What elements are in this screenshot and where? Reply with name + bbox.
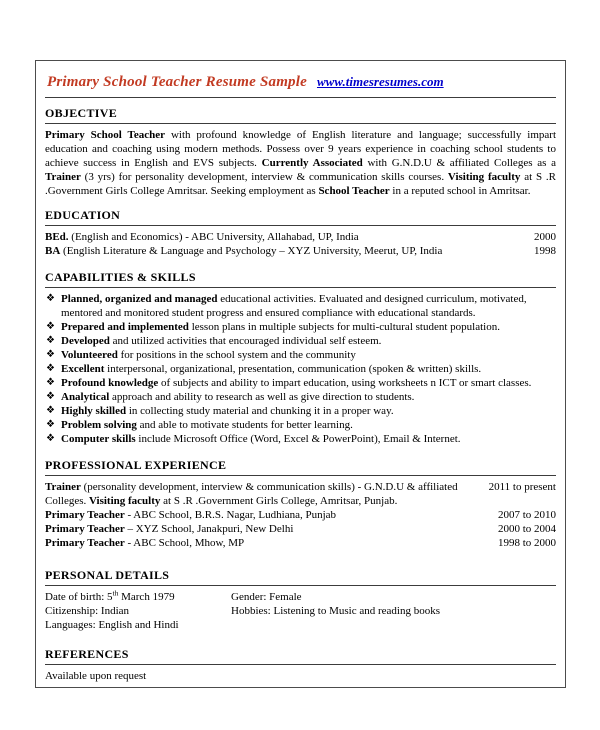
- personal-row: [45, 604, 556, 618]
- degree-year: 2000: [534, 231, 556, 243]
- experience-heading: PROFESSIONAL EXPERIENCE: [45, 458, 227, 472]
- objective-text: Primary School Teacher with profound knowledge of English literature and language; successfully impart education and coaching using modern methods. Possess over 9 years experience in coaching school students to achieve success in English and EVS subjects. Currently Associated with G.N.D.U & affiliated Colleges as a Trainer (3 yrs) for personality development, interview & communication skills courses. Visiting faculty at S .R .Government Girls College Amritsar. Seeking employment as School Teacher in a reputed school in Amritsar.: [45, 129, 557, 197]
- experience-row: [45, 522, 556, 536]
- skill-item: [45, 432, 556, 446]
- skill-text: Volunteered for positions in the school system and the community: [61, 349, 356, 361]
- section-personal-details: [45, 568, 556, 632]
- experience-row: [45, 508, 556, 522]
- job-text: Trainer (personality development, interview & communication skills) - G.N.D.U & affiliated Colleges. Visiting faculty at S .R .Government Girls College, Amritsar, Punjab.: [45, 481, 458, 507]
- section-objective: [45, 106, 556, 198]
- date-of-birth: Date of birth: 5th March 1979: [45, 588, 175, 603]
- section-divider: [45, 225, 556, 226]
- section-experience: [45, 458, 556, 550]
- skill-item: [45, 404, 556, 418]
- skill-item: [45, 376, 556, 390]
- skill-item: [45, 390, 556, 404]
- section-education: [45, 208, 556, 258]
- personal-details-heading: PERSONAL DETAILS: [45, 568, 170, 582]
- personal-row: [45, 618, 556, 632]
- skill-item: [45, 362, 556, 376]
- section-divider: [45, 287, 556, 288]
- languages: Languages: English and Hindi: [45, 619, 179, 631]
- job-dates: 2007 to 2010: [497, 509, 556, 521]
- personal-blank-cell: [231, 618, 556, 632]
- personal-row: [45, 590, 556, 604]
- skills-heading: CAPABILITIES & SKILLS: [45, 270, 196, 284]
- citizenship: Citizenship: Indian: [45, 605, 130, 617]
- education-row: [45, 230, 556, 244]
- objective-heading: OBJECTIVE: [45, 106, 118, 120]
- job-dates: 2011 to present: [488, 481, 556, 493]
- diamond-bullet-icon: ❖: [46, 335, 55, 346]
- skill-text: Analytical approach and ability to research as well as give direction to students.: [61, 391, 415, 403]
- references-heading: REFERENCES: [45, 647, 129, 661]
- experience-row: [45, 480, 556, 508]
- job-text: Primary Teacher - ABC School, B.R.S. Nagar, Ludhiana, Punjab: [45, 509, 337, 521]
- gender: Gender: Female: [231, 591, 302, 603]
- skill-item: [45, 418, 556, 432]
- skill-item: [45, 334, 556, 348]
- section-divider: [45, 585, 556, 586]
- diamond-bullet-icon: ❖: [46, 363, 55, 374]
- diamond-bullet-icon: ❖: [46, 433, 55, 444]
- skill-item: [45, 348, 556, 362]
- diamond-bullet-icon: ❖: [46, 405, 55, 416]
- skill-text: Highly skilled in collecting study material and chunking it in a proper way.: [61, 405, 394, 417]
- job-text: Primary Teacher – XYZ School, Janakpuri, New Delhi: [45, 523, 294, 535]
- section-divider: [45, 664, 556, 665]
- skill-text: Developed and utilized activities that encouraged individual self esteem.: [61, 335, 382, 347]
- degree-year: 1998: [534, 245, 556, 257]
- resume-title: Primary School Teacher Resume Sample: [47, 74, 307, 90]
- education-heading: EDUCATION: [45, 208, 121, 222]
- skill-text: Planned, organized and managed educational activities. Evaluated and designed curriculum, motivated, mentored and monitored student progress and ensured compliance with educational standards.: [61, 293, 527, 319]
- experience-row: [45, 536, 556, 550]
- skill-text: Excellent interpersonal, organizational, presentation, communication (spoken & written) skills.: [61, 363, 482, 375]
- section-references: [45, 647, 556, 683]
- job-text: Primary Teacher - ABC School, Mhow, MP: [45, 537, 245, 549]
- section-divider: [45, 123, 556, 124]
- skill-text: Prepared and implemented lesson plans in multiple subjects for multi-cultural student population.: [61, 321, 500, 333]
- hobbies: Hobbies: Listening to Music and reading books: [231, 605, 440, 617]
- diamond-bullet-icon: ❖: [46, 293, 55, 304]
- skills-list: [45, 292, 556, 446]
- skill-text: Computer skills include Microsoft Office (Word, Excel & PowerPoint), Email & Internet.: [61, 433, 461, 445]
- website-link[interactable]: www.timesresumes.com: [316, 74, 444, 89]
- job-dates: 2000 to 2004: [497, 523, 556, 535]
- header-divider: [45, 97, 556, 98]
- diamond-bullet-icon: ❖: [46, 419, 55, 430]
- skill-item: [45, 320, 556, 334]
- skill-text: Problem solving and able to motivate students for better learning.: [61, 419, 353, 431]
- diamond-bullet-icon: ❖: [46, 391, 55, 402]
- diamond-bullet-icon: ❖: [46, 377, 55, 388]
- document-header: [45, 71, 556, 91]
- resume-document: [35, 60, 566, 688]
- skill-text: Profound knowledge of subjects and ability to impart education, using worksheets n ICT or smart classes.: [61, 377, 532, 389]
- diamond-bullet-icon: ❖: [46, 349, 55, 360]
- diamond-bullet-icon: ❖: [46, 321, 55, 332]
- skill-item: [45, 292, 556, 320]
- education-row: [45, 244, 556, 258]
- degree-text: BA (English Literature & Language and Psychology – XYZ University, Meerut, UP, India: [45, 245, 443, 257]
- section-skills: [45, 270, 556, 446]
- degree-text: BEd. (English and Economics) - ABC University, Allahabad, UP, India: [45, 231, 359, 243]
- section-divider: [45, 475, 556, 476]
- references-text: Available upon request: [45, 670, 147, 682]
- job-dates: 1998 to 2000: [497, 537, 556, 549]
